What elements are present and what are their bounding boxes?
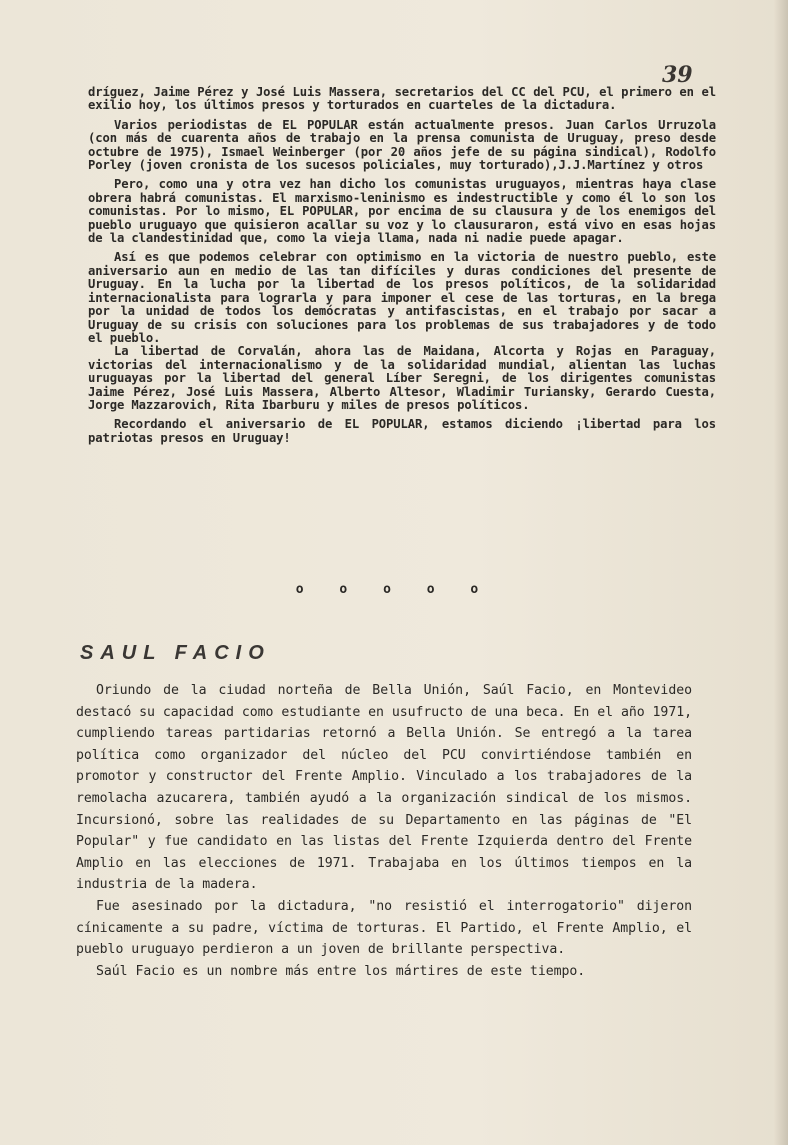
paragraph: Fue asesinado por la dictadura, "no resistió el interrogatorio" dijeron cínicamente a su padre, víctima de torturas. El Partido, el Frente Amplio, el pueblo uruguayo perdieron a un joven de brillante perspectiva. — [76, 898, 692, 958]
paragraph: dríguez, Jaime Pérez y José Luis Massera, secretarios del CC del PCU, el primero en el exilio hoy, los últimos presos y torturados en cuarteles de la dictadura. — [88, 85, 716, 113]
paragraph: Saúl Facio es un nombre más entre los mártires de este tiempo. — [96, 963, 586, 979]
paragraph: Así es que podemos celebrar con optimismo en la victoria de nuestro pueblo, este aniversario aun en medio de las tan difíciles y duras condiciones del presente de Uruguay. En la lucha por la libertad de los presos políticos, de la solidaridad internacionalista para lograrla y para imponer el cese de las torturas, en la brega por la unidad de todos los demócratas y antifascistas, en el trabajo por sacar a Uruguay de su crisis con soluciones para los problemas de sus trabajadores y de todo el pueblo. — [88, 250, 716, 345]
article-saul-facio — [76, 680, 692, 982]
paragraph: Pero, como una y otra vez han dicho los comunistas uruguayos, mientras haya clase obrera habrá comunistas. El marxismo-leninismo es indestructible y como él lo son los comunistas. Por lo mismo, EL POPULAR, por encima de su clausura y de los enemigos del pueblo uruguayo que quisieron acallar su voz y lo clausuraron, está vivo en esas hojas de la clandestinidad que, como la vieja llama, nada ni nadie puede apagar. — [88, 177, 716, 246]
section-separator: o o o o o — [295, 582, 493, 597]
paragraph: La libertad de Corvalán, ahora las de Maidana, Alcorta y Rojas en Paraguay, victorias del internacionalismo y de la solidaridad mundial, alientan las luchas uruguayas por la libertad del general Líber Seregni, de los dirigentes comunistas Jaime Pérez, José Luis Massera, Alberto Altesor, Wladimir Turiansky, Gerardo Cuesta, Jorge Mazzarovich, Rita Ibarburu y miles de presos políticos. — [88, 344, 716, 412]
paragraph: Recordando el aniversario de EL POPULAR, estamos diciendo ¡libertad para los patriotas presos en Uruguay! — [88, 417, 716, 445]
page-number: 39 — [662, 62, 693, 88]
article-el-popular — [88, 86, 716, 451]
page-edge-shadow — [774, 0, 788, 1145]
paragraph: Varios periodistas de EL POPULAR están actualmente presos. Juan Carlos Urruzola (con más de cuarenta años de trabajo en la prensa comunista de Uruguay, preso desde octubre de 1975), Ismael Weinberger (por 20 años jefe de su página sindical), Rodolfo Porley (joven cronista de los sucesos policiales, muy torturado),J.J.Martínez y otros — [88, 117, 716, 173]
section-title: SAUL FACIO — [80, 642, 271, 664]
paragraph: Oriundo de la ciudad norteña de Bella Unión, Saúl Facio, en Montevideo destacó su capacidad como estudiante en usufructo de una beca. En el año 1971, cumpliendo tareas partidarias retornó a Bella Unión. Se entregó a la tarea política como organizador del núcleo del PCU convirtiéndose también en promotor y constructor del Frente Amplio. Vinculado a los trabajadores de la remolacha azucarera, también ayudó a la organización sindical de los mismos. Incursionó, sobre las realidades de su Departamento en las páginas de "El Popular" y fue candidato en las listas del Frente Izquierda dentro del Frente Amplio en las elecciones de 1971. Trabajaba en los últimos tiempos en la industria de la madera. — [76, 683, 692, 893]
